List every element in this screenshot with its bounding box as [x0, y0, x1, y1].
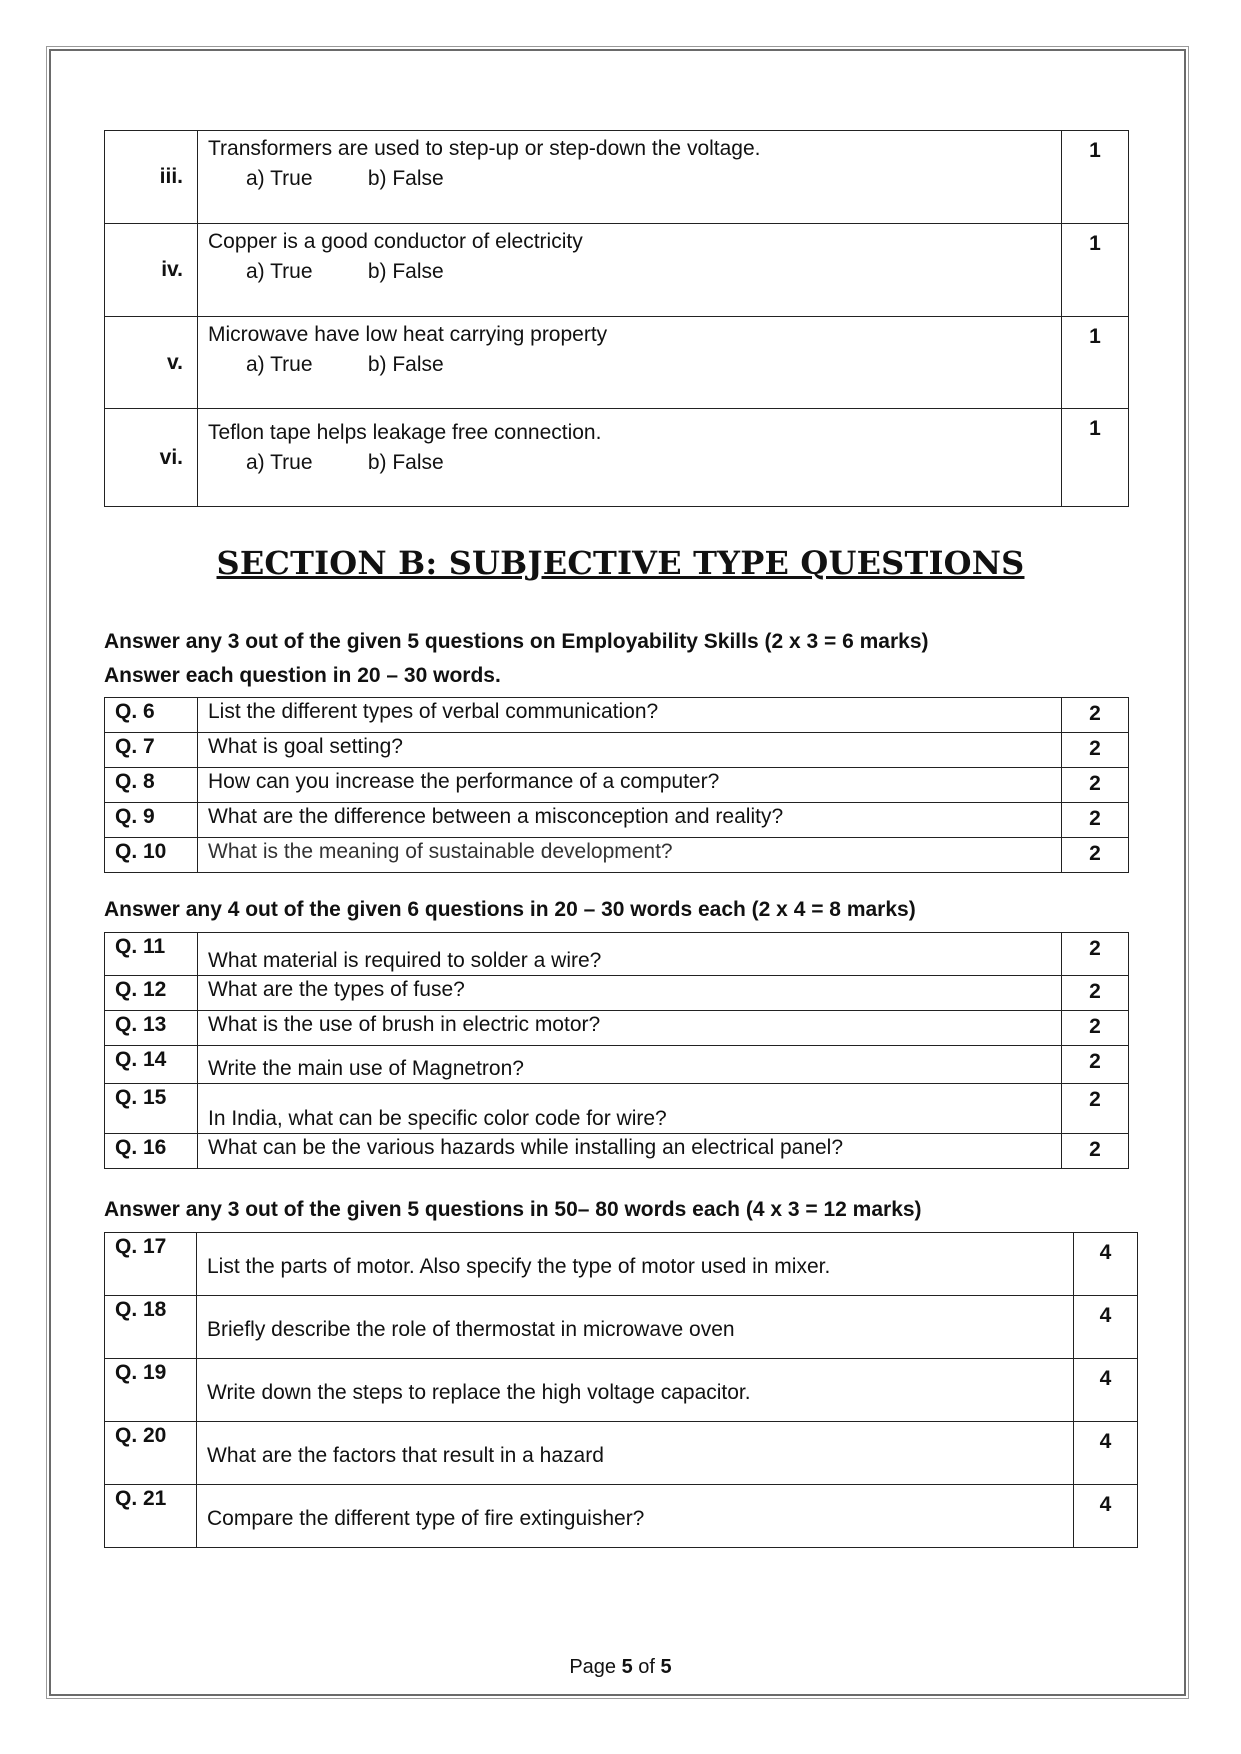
marks: 2	[1062, 1084, 1129, 1134]
option-true: a) True	[246, 167, 313, 190]
marks: 1	[1062, 317, 1129, 409]
marks: 4	[1074, 1296, 1138, 1359]
answer-options	[208, 451, 1051, 475]
marks: 4	[1074, 1359, 1138, 1422]
option-true: a) True	[246, 451, 313, 474]
option-false: b) False	[367, 260, 444, 283]
question-number: Q. 15	[105, 1084, 198, 1134]
marks: 4	[1074, 1233, 1138, 1296]
question-text: Copper is a good conductor of electricity	[208, 230, 583, 253]
question-text: What are the difference between a misconception and reality?	[198, 803, 1062, 838]
table-row	[105, 1422, 1138, 1485]
table-row	[105, 838, 1129, 873]
question-text: Compare the different type of fire extinguisher?	[197, 1485, 1074, 1548]
question-number: Q. 20	[105, 1422, 197, 1485]
current-page: 5	[621, 1656, 633, 1678]
question-number: Q. 7	[105, 733, 198, 768]
item-number: iv.	[105, 224, 198, 317]
option-false: b) False	[367, 167, 444, 190]
marks: 2	[1062, 1134, 1129, 1169]
table-row	[105, 1084, 1129, 1134]
question-text: Transformers are used to step-up or step-down the voltage.	[208, 137, 761, 160]
question-number: Q. 9	[105, 803, 198, 838]
group1-word-limit: Answer each question in 20 – 30 words.	[104, 664, 501, 687]
question-text: What material is required to solder a wire?	[198, 933, 1062, 976]
group1-instruction: Answer any 3 out of the given 5 questions on Employability Skills (2 x 3 = 6 marks)	[104, 630, 929, 653]
marks: 1	[1062, 409, 1129, 507]
table-row	[105, 768, 1129, 803]
question-number: Q. 10	[105, 838, 198, 873]
question-text: What is goal setting?	[198, 733, 1062, 768]
question-text: Microwave have low heat carrying property	[208, 323, 608, 346]
marks: 1	[1062, 224, 1129, 317]
answer-options	[208, 260, 1051, 284]
marks: 2	[1062, 768, 1129, 803]
table-row	[105, 976, 1129, 1011]
marks: 4	[1074, 1485, 1138, 1548]
question-text: List the parts of motor. Also specify the type of motor used in mixer.	[197, 1233, 1074, 1296]
question-number: Q. 14	[105, 1046, 198, 1084]
marks: 2	[1062, 976, 1129, 1011]
marks: 2	[1062, 933, 1129, 976]
page-footer	[0, 1656, 1241, 1679]
marks: 1	[1062, 131, 1129, 224]
question-text: Write the main use of Magnetron?	[198, 1046, 1062, 1084]
table-row	[105, 1359, 1138, 1422]
option-true: a) True	[246, 353, 313, 376]
group2-question-table	[104, 932, 1129, 1169]
question-number: Q. 6	[105, 698, 198, 733]
question-number: Q. 12	[105, 976, 198, 1011]
question-text: What can be the various hazards while installing an electrical panel?	[198, 1134, 1062, 1169]
table-row	[105, 1233, 1138, 1296]
group1-question-table	[104, 697, 1129, 873]
question-text: Write down the steps to replace the high voltage capacitor.	[197, 1359, 1074, 1422]
question-cell	[198, 224, 1062, 317]
question-text: What are the factors that result in a hazard	[197, 1422, 1074, 1485]
page-of: of	[638, 1656, 655, 1678]
group3-instruction: Answer any 3 out of the given 5 questions in 50– 80 words each (4 x 3 = 12 marks)	[104, 1198, 922, 1221]
question-cell	[198, 317, 1062, 409]
marks: 2	[1062, 1046, 1129, 1084]
table-row	[105, 733, 1129, 768]
question-number: Q. 11	[105, 933, 198, 976]
table-row	[105, 224, 1129, 317]
option-false: b) False	[367, 451, 444, 474]
table-row	[105, 131, 1129, 224]
item-number: iii.	[105, 131, 198, 224]
table-row	[105, 933, 1129, 976]
table-row	[105, 803, 1129, 838]
answer-options	[208, 353, 1051, 377]
question-cell	[198, 409, 1062, 507]
marks: 2	[1062, 803, 1129, 838]
answer-options	[208, 167, 1051, 191]
option-true: a) True	[246, 260, 313, 283]
question-number: Q. 19	[105, 1359, 197, 1422]
option-false: b) False	[367, 353, 444, 376]
group2-instruction: Answer any 4 out of the given 6 questions in 20 – 30 words each (2 x 4 = 8 marks)	[104, 898, 916, 921]
question-text: What is the use of brush in electric motor?	[198, 1011, 1062, 1046]
table-row	[105, 317, 1129, 409]
table-row	[105, 1046, 1129, 1084]
marks: 4	[1074, 1422, 1138, 1485]
table-row	[105, 1296, 1138, 1359]
question-text: Briefly describe the role of thermostat in microwave oven	[197, 1296, 1074, 1359]
question-text: In India, what can be specific color code for wire?	[198, 1084, 1062, 1134]
marks: 2	[1062, 838, 1129, 873]
group3-question-table	[104, 1232, 1138, 1548]
question-number: Q. 13	[105, 1011, 198, 1046]
question-number: Q. 16	[105, 1134, 198, 1169]
question-text: Teflon tape helps leakage free connection.	[208, 421, 602, 444]
table-row	[105, 1134, 1129, 1169]
table-row	[105, 409, 1129, 507]
question-cell	[198, 131, 1062, 224]
question-number: Q. 21	[105, 1485, 197, 1548]
question-text: How can you increase the performance of a computer?	[198, 768, 1062, 803]
item-number: v.	[105, 317, 198, 409]
question-number: Q. 8	[105, 768, 198, 803]
section-title: SECTION B: SUBJECTIVE TYPE QUESTIONS	[216, 544, 1025, 582]
question-number: Q. 18	[105, 1296, 197, 1359]
table-row	[105, 1011, 1129, 1046]
table-row	[105, 698, 1129, 733]
question-text: What is the meaning of sustainable development?	[198, 838, 1062, 873]
table-row	[105, 1485, 1138, 1548]
marks: 2	[1062, 733, 1129, 768]
question-number: Q. 17	[105, 1233, 197, 1296]
marks: 2	[1062, 698, 1129, 733]
total-pages: 5	[660, 1656, 672, 1678]
marks: 2	[1062, 1011, 1129, 1046]
page-label: Page	[569, 1656, 617, 1678]
true-false-table	[104, 130, 1129, 507]
item-number: vi.	[105, 409, 198, 507]
question-text: What are the types of fuse?	[198, 976, 1062, 1011]
question-text: List the different types of verbal communication?	[198, 698, 1062, 733]
